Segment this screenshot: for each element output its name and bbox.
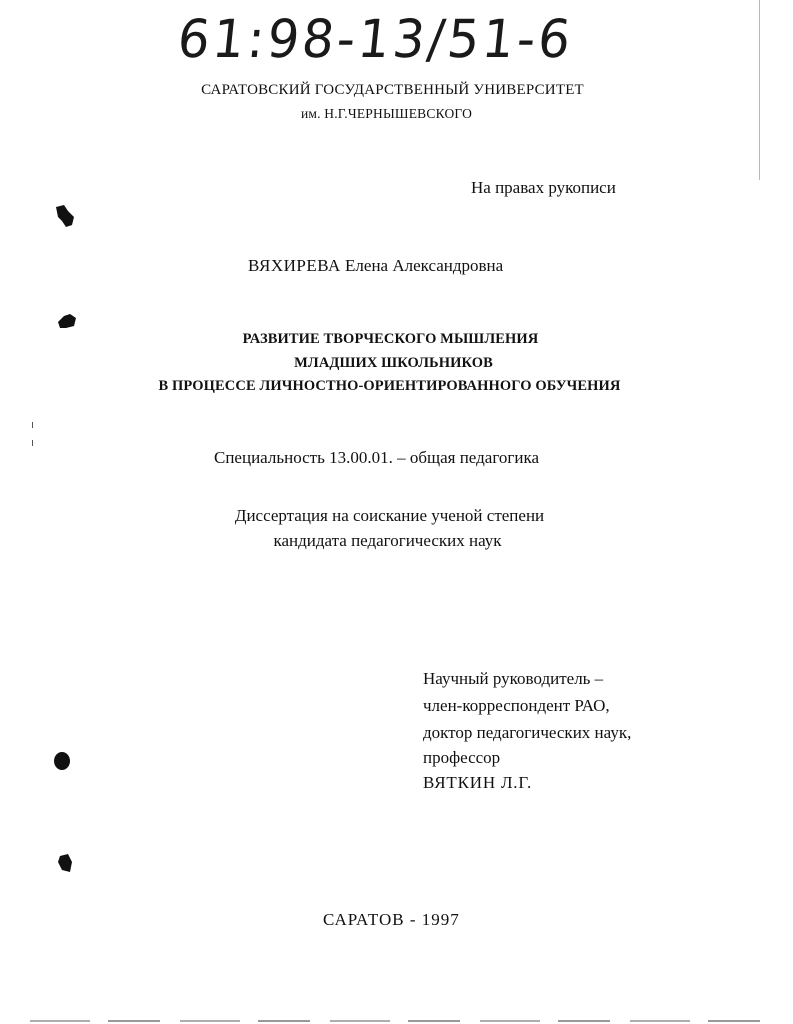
advisor-title-2: доктор педагогических наук, [423,723,632,742]
advisor-title-1: член-корреспондент РАО, [423,696,610,715]
scan-edge-right [759,0,760,180]
punch-hole-blot-2 [56,312,80,332]
advisor-role: Научный руководитель – [423,669,604,688]
scan-mark [30,420,36,450]
author-given-names: Елена Александровна [345,256,504,275]
scan-edge-bottom [30,1020,770,1022]
university-name: САРАТОВСКИЙ ГОСУДАРСТВЕННЫЙ УНИВЕРСИТЕТ [201,82,584,98]
punch-hole-blot-1 [52,203,78,231]
punch-hole-blot-3 [52,750,72,772]
university-named-after: им. Н.Г.ЧЕРНЫШЕВСКОГО [300,106,473,121]
author-name [248,256,503,276]
advisor-title-3: профессор [423,748,501,767]
advisor-name: ВЯТКИН Л.Г. [423,773,533,792]
handwritten-archive-number: 61:98-13/51-6 [174,8,577,70]
specialty: Специальность 13.00.01. – общая педагогика [214,448,539,467]
author-surname: ВЯХИРЕВА [248,256,341,275]
city-year: САРАТОВ - 1997 [323,910,460,929]
dissertation-title-line-1: РАЗВИТИЕ ТВОРЧЕСКОГО МЫШЛЕНИЯ [242,331,539,347]
punch-hole-blot-4 [56,852,76,874]
dissertation-title-line-3: В ПРОЦЕССЕ ЛИЧНОСТНО-ОРИЕНТИРОВАННОГО ОБУЧЕНИЯ [158,378,621,394]
dissertation-title-line-2: МЛАДШИХ ШКОЛЬНИКОВ [294,355,493,371]
dissertation-degree-line-2: кандидата педагогических наук [273,531,502,550]
rights-note: На правах рукописи [471,178,616,197]
dissertation-degree-line-1: Диссертация на соискание ученой степени [234,506,545,525]
